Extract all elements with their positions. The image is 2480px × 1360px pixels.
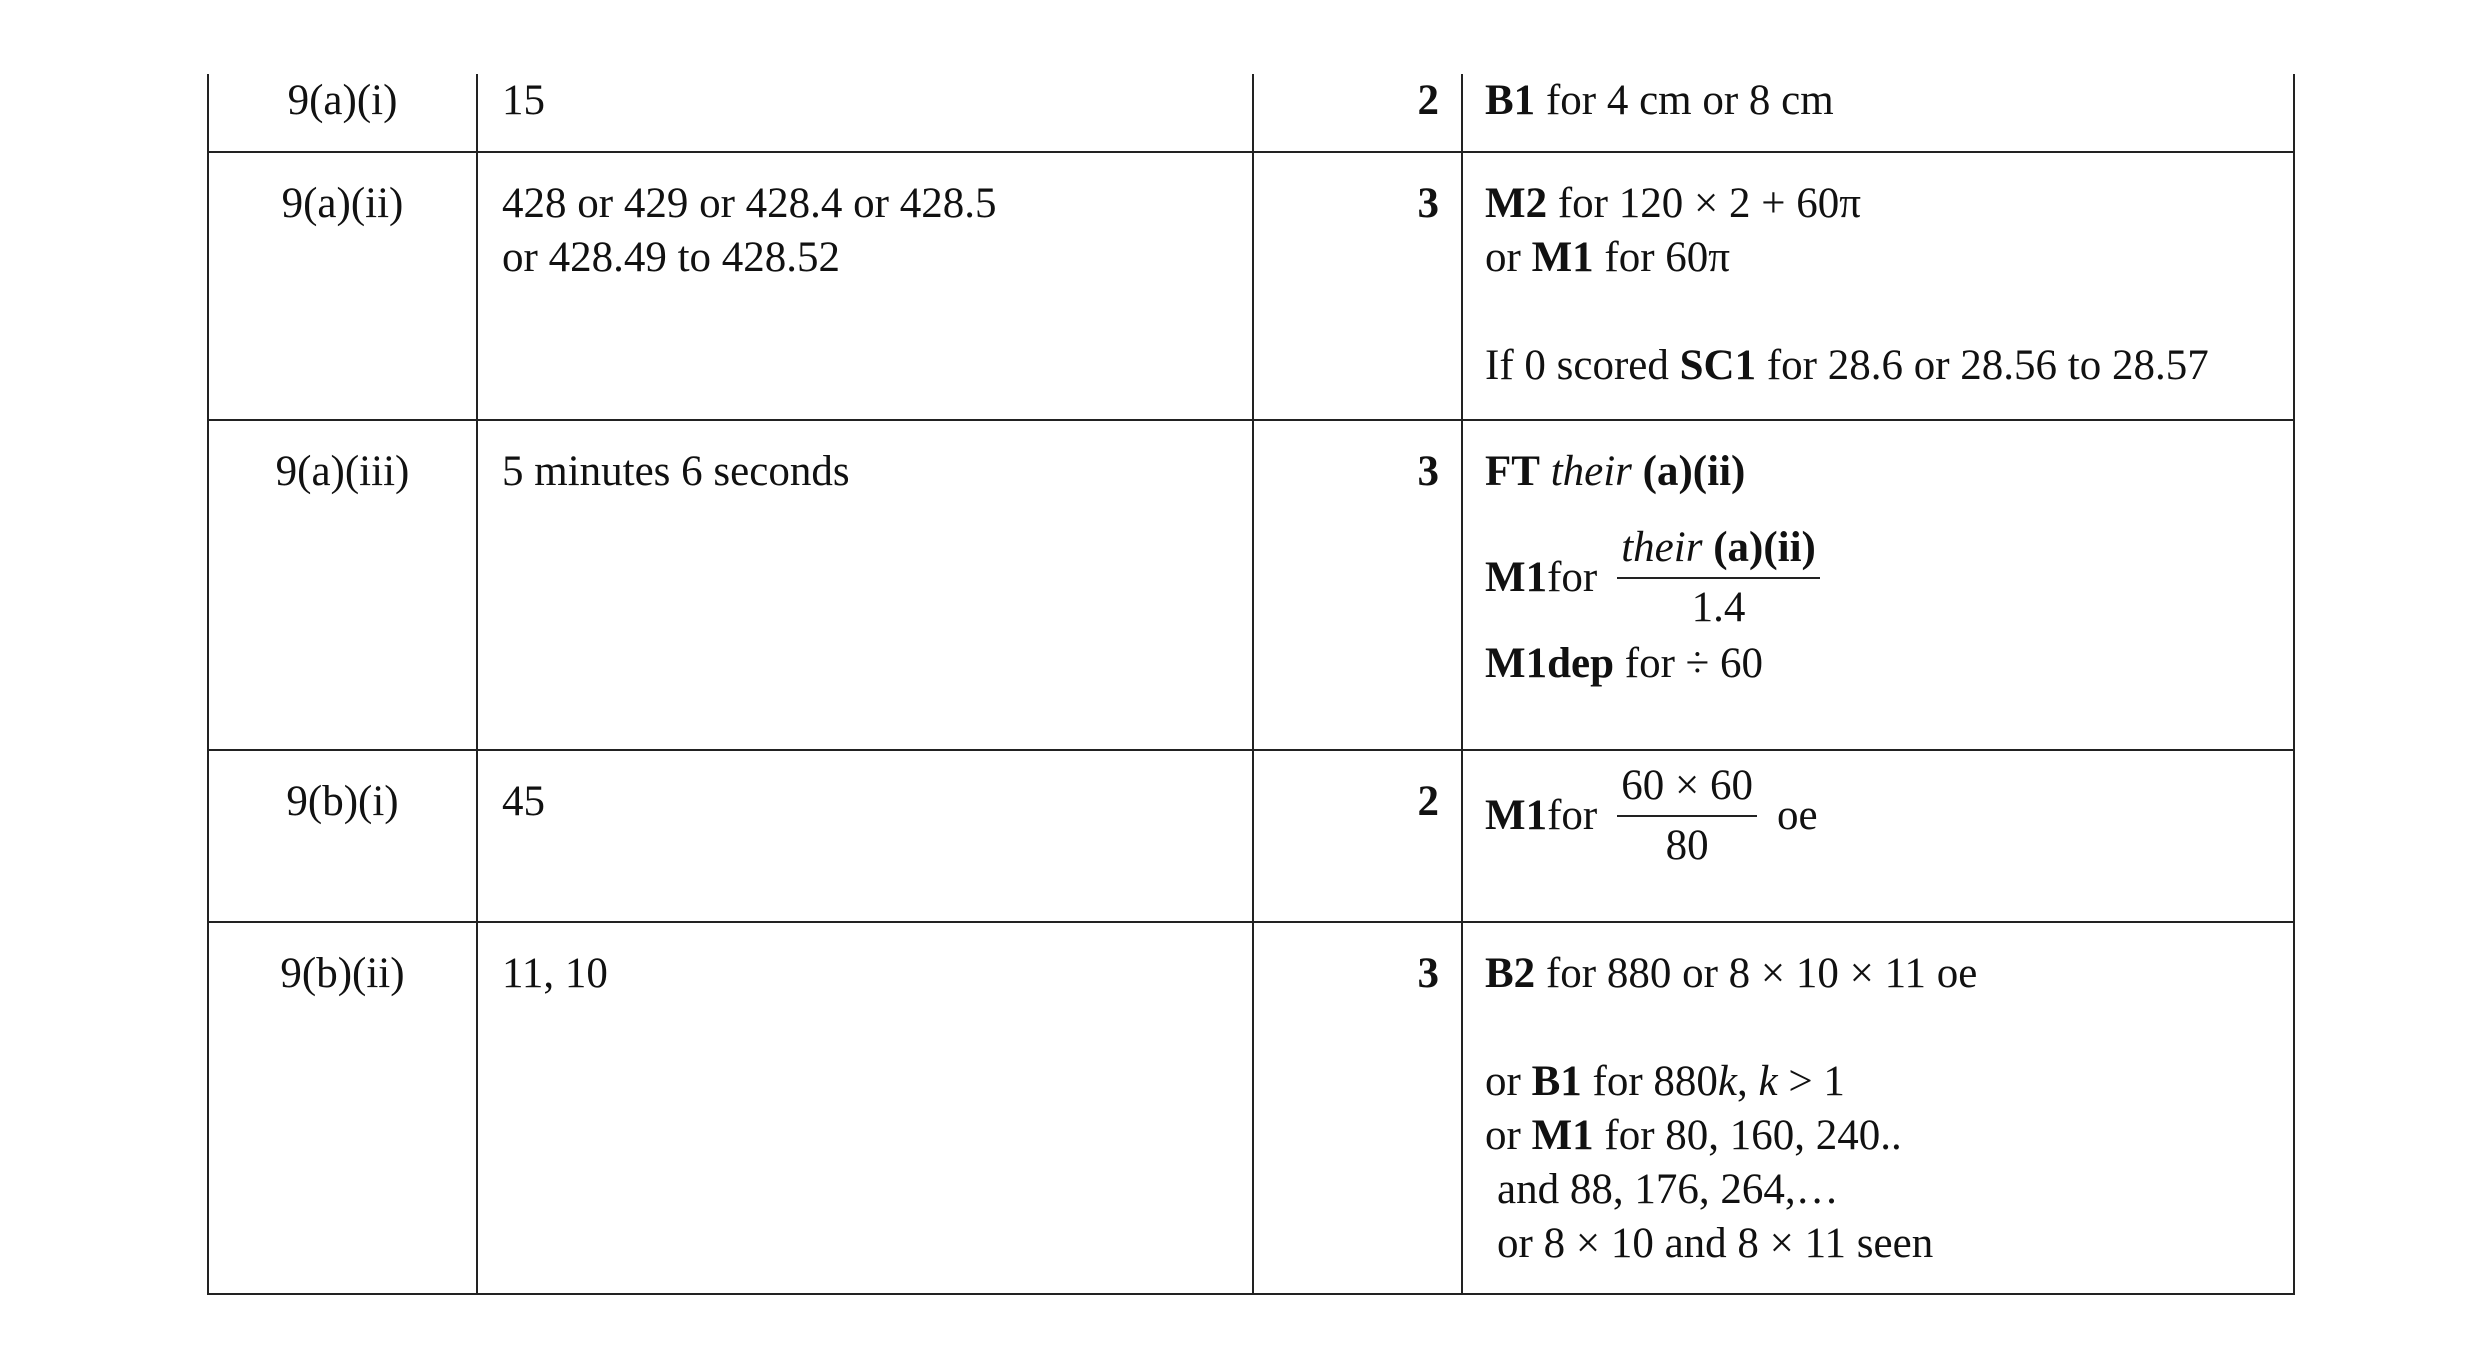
fraction-numerator: 60 × 60 (1617, 757, 1757, 817)
table-row (208, 922, 2294, 1294)
guidance-text: , (1737, 1058, 1759, 1105)
fraction-numerator (1617, 519, 1820, 579)
answer-cell (477, 750, 1253, 922)
fraction-denominator: 80 (1665, 822, 1709, 869)
guidance-line (1485, 1055, 2283, 1109)
question-cell (208, 750, 477, 922)
spacer (1485, 285, 2283, 339)
guidance-text: for 880 (1581, 1058, 1718, 1105)
table-row (208, 420, 2294, 750)
mark-code: M1 (1485, 554, 1548, 601)
answer-cell (477, 922, 1253, 1294)
mark-code: M1 (1485, 792, 1548, 839)
guidance-text: for 60π (1593, 234, 1731, 281)
guidance-text: for 80, 160, 240.. (1593, 1112, 1902, 1159)
question-label: 9(a)(iii) (275, 448, 410, 495)
marks-value: 3 (1417, 448, 1439, 495)
mark-code: M1dep (1485, 640, 1614, 687)
question-cell (208, 74, 477, 152)
question-label: 9(a)(ii) (281, 180, 404, 227)
answer-line: or 428.49 to 428.52 (502, 234, 841, 281)
mark-code: SC1 (1679, 342, 1757, 389)
guidance-line (1485, 519, 2283, 637)
guidance-line (1485, 1109, 2283, 1163)
answer-line: 5 minutes 6 seconds (502, 448, 850, 495)
guidance-text: for 28.6 or 28.56 to 28.57 (1756, 342, 2209, 389)
table-row (208, 750, 2294, 922)
mark-code: B2 (1485, 950, 1536, 997)
mark-code: FT (1485, 448, 1540, 495)
fraction (1617, 519, 1820, 637)
guidance-text: for 880 or 8 × 10 × 11 oe (1535, 950, 1978, 997)
spacer (1485, 499, 2283, 519)
mark-scheme-table (207, 74, 2295, 1295)
marks-value: 3 (1417, 180, 1439, 227)
table-row (208, 74, 2294, 152)
mark-code: M1 (1531, 1112, 1594, 1159)
guidance-italic: k (1717, 1058, 1737, 1105)
guidance-text: or (1485, 234, 1532, 281)
mark-code: M2 (1485, 180, 1548, 227)
answer-cell (477, 420, 1253, 750)
marks-cell (1253, 420, 1462, 750)
guidance-text: for (1547, 792, 1598, 839)
marks-value: 2 (1417, 77, 1439, 124)
guidance-line (1485, 637, 2283, 691)
marks-cell (1253, 750, 1462, 922)
guidance-line (1485, 231, 2283, 285)
guidance-cell (1462, 420, 2294, 750)
part-reference: (a)(ii) (1642, 448, 1746, 495)
marks-value: 2 (1417, 778, 1439, 825)
guidance-text: If 0 scored (1485, 342, 1680, 389)
guidance-cell (1462, 922, 2294, 1294)
question-cell (208, 420, 477, 750)
table-row (208, 152, 2294, 420)
answer-line: 11, 10 (502, 950, 608, 997)
marks-cell (1253, 152, 1462, 420)
guidance-cell (1462, 152, 2294, 420)
mark-code: B1 (1485, 77, 1536, 124)
answer-cell (477, 152, 1253, 420)
guidance-line: and 88, 176, 264,… (1497, 1166, 1839, 1213)
mark-code: B1 (1531, 1058, 1582, 1105)
guidance-text: oe (1777, 792, 1818, 839)
fraction (1617, 757, 1757, 875)
guidance-line (1485, 339, 2283, 393)
guidance-line (1485, 74, 2283, 128)
guidance-italic: their (1621, 524, 1703, 571)
guidance-text: for 120 × 2 + 60π (1547, 180, 1861, 227)
marks-cell (1253, 922, 1462, 1294)
guidance-line (1485, 757, 2283, 875)
part-reference: (a)(ii) (1713, 524, 1816, 571)
question-cell (208, 922, 477, 1294)
guidance-cell (1462, 750, 2294, 922)
spacer (1485, 1001, 2283, 1055)
guidance-text: or (1485, 1058, 1532, 1105)
guidance-line (1485, 177, 2283, 231)
guidance-italic: k (1758, 1058, 1778, 1105)
guidance-cell (1462, 74, 2294, 152)
question-cell (208, 152, 477, 420)
question-label: 9(b)(i) (286, 778, 399, 825)
marks-value: 3 (1417, 950, 1439, 997)
guidance-line (1485, 947, 2283, 1001)
marks-cell (1253, 74, 1462, 152)
answer-cell (477, 74, 1253, 152)
answer-line: 15 (502, 77, 545, 124)
guidance-line (1485, 445, 2283, 499)
answer-line: 45 (502, 778, 545, 825)
guidance-text: for (1547, 554, 1598, 601)
guidance-text: > 1 (1777, 1058, 1845, 1105)
answer-line: 428 or 429 or 428.4 or 428.5 (502, 180, 997, 227)
question-label: 9(a)(i) (287, 77, 398, 124)
question-label: 9(b)(ii) (280, 950, 405, 997)
guidance-text: or (1485, 1112, 1532, 1159)
guidance-text: for 4 cm or 8 cm (1535, 77, 1834, 124)
fraction-denominator: 1.4 (1691, 584, 1746, 631)
guidance-italic: their (1550, 448, 1632, 495)
guidance-text: for ÷ 60 (1614, 640, 1763, 687)
guidance-line: or 8 × 10 and 8 × 11 seen (1497, 1220, 1934, 1267)
mark-code: M1 (1531, 234, 1594, 281)
